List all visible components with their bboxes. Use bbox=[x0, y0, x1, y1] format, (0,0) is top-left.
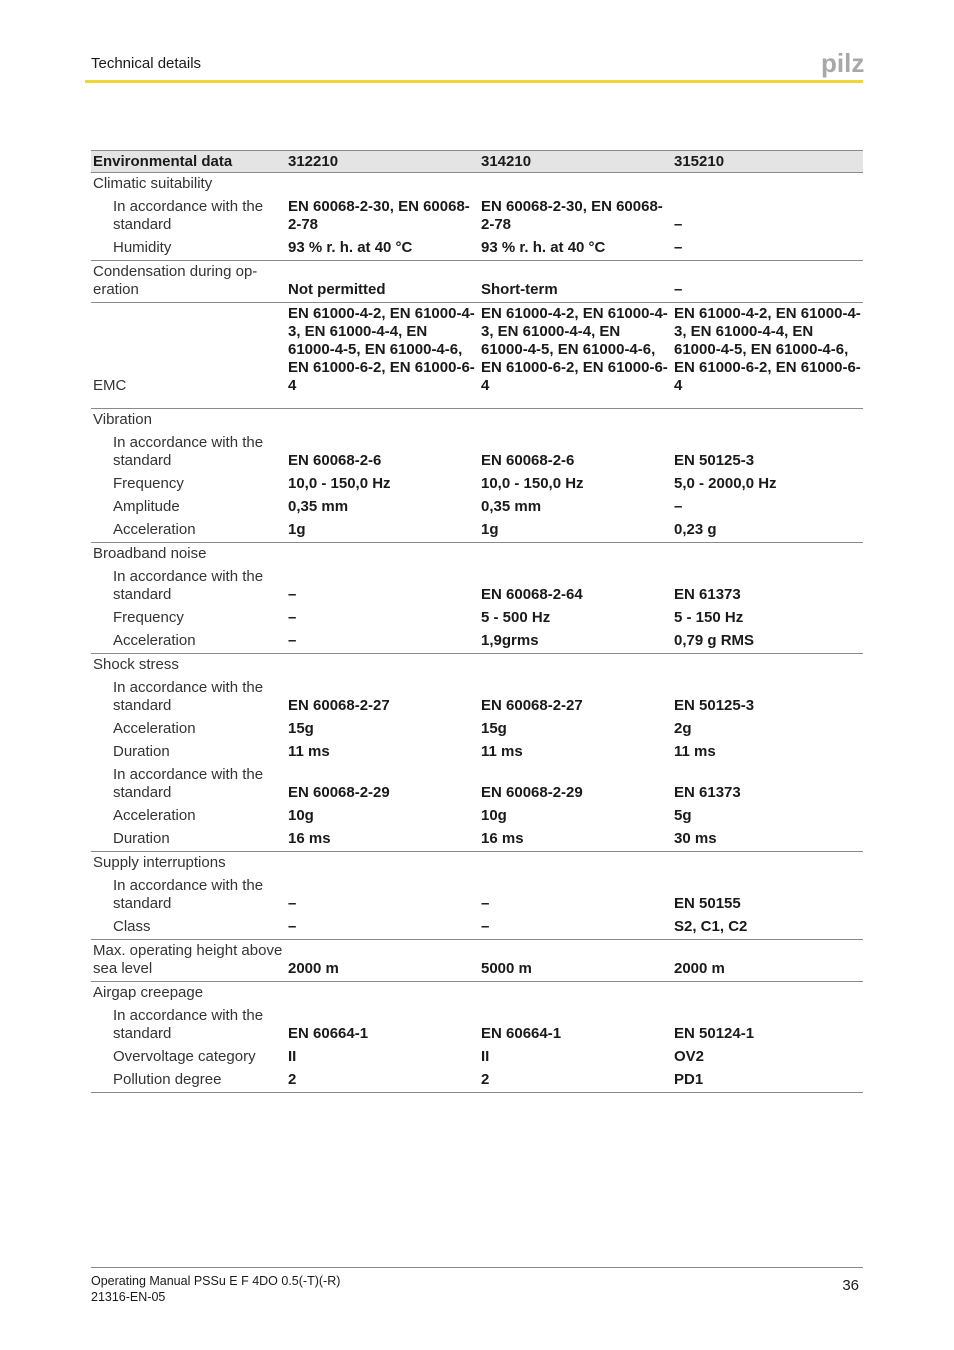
row-value: 0,79 g RMS bbox=[674, 632, 755, 649]
table-row bbox=[91, 566, 863, 607]
row-value: EN 60664-1 bbox=[481, 1025, 562, 1042]
row-value: 2g bbox=[674, 720, 692, 737]
row-value bbox=[286, 654, 479, 678]
column-header: 312210 bbox=[286, 151, 479, 173]
row-value: 10g bbox=[288, 807, 314, 824]
table-row bbox=[91, 1046, 863, 1069]
row-value: II bbox=[481, 1048, 490, 1065]
row-value: EN 60068-2-29 bbox=[481, 784, 583, 801]
row-value: 10,0 - 150,0 Hz bbox=[288, 475, 391, 492]
row-label: Climatic suitability bbox=[91, 173, 286, 197]
table-row bbox=[91, 718, 863, 741]
row-value bbox=[286, 409, 479, 433]
column-header: 315210 bbox=[672, 151, 863, 173]
row-value: EN 61000-4-2, EN 61000-4-3, EN 61000-4-4, EN 61000-4-5, EN 61000-4-6, EN 61000-6-2, EN 61000-6-4 bbox=[286, 303, 479, 409]
table-row bbox=[91, 173, 863, 197]
pilz-logo bbox=[821, 50, 865, 78]
row-value bbox=[672, 654, 863, 678]
row-value: EN 61000-4-2, EN 61000-4-3, EN 61000-4-4, EN 61000-4-5, EN 61000-4-6, EN 61000-6-2, EN 61000-6-4 bbox=[479, 303, 672, 409]
table-row bbox=[91, 432, 863, 473]
row-label: Frequency bbox=[113, 609, 184, 626]
row-value: Not permitted bbox=[286, 261, 479, 303]
row-value: EN 50125-3 bbox=[674, 697, 755, 714]
row-value bbox=[672, 409, 863, 433]
table-row bbox=[91, 607, 863, 630]
table-row bbox=[91, 237, 863, 261]
row-value bbox=[672, 982, 863, 1006]
row-value bbox=[286, 173, 479, 197]
row-value bbox=[672, 173, 863, 197]
row-label: Humidity bbox=[113, 239, 172, 256]
row-value bbox=[479, 982, 672, 1006]
row-value: EN 60068-2-6 bbox=[481, 452, 575, 469]
row-value: 10,0 - 150,0 Hz bbox=[481, 475, 584, 492]
row-label: Condensation during operation bbox=[91, 261, 286, 303]
row-value: 5000 m bbox=[479, 940, 672, 982]
table-row bbox=[91, 496, 863, 519]
column-header: Environmental data bbox=[91, 151, 286, 173]
row-label: In accordance with the standard bbox=[113, 679, 264, 714]
row-value: 5 - 150 Hz bbox=[674, 609, 744, 626]
row-value: EN 61373 bbox=[674, 784, 741, 801]
row-value: – bbox=[674, 239, 683, 256]
footer-rule bbox=[91, 1267, 863, 1268]
row-value bbox=[479, 173, 672, 197]
row-value: OV2 bbox=[674, 1048, 705, 1065]
document-number: 21316-EN-05 bbox=[91, 1290, 166, 1304]
row-label: Acceleration bbox=[113, 521, 196, 538]
row-value: 0,35 mm bbox=[481, 498, 542, 515]
column-header: 314210 bbox=[479, 151, 672, 173]
row-value: EN 60068-2-27 bbox=[481, 697, 583, 714]
table-row bbox=[91, 982, 863, 1006]
row-label: Overvoltage category bbox=[113, 1048, 256, 1065]
row-value: 2 bbox=[479, 1069, 672, 1093]
table-row bbox=[91, 852, 863, 876]
row-value: 1g bbox=[481, 521, 499, 538]
header-rule bbox=[85, 80, 863, 83]
row-value: EN 61373 bbox=[674, 586, 741, 603]
row-label: Class bbox=[113, 918, 151, 935]
svg-text:pilz: pilz bbox=[821, 50, 865, 78]
row-label: Broadband noise bbox=[91, 543, 286, 567]
row-value: 15g bbox=[481, 720, 507, 737]
row-value bbox=[479, 543, 672, 567]
row-value: II bbox=[288, 1048, 297, 1065]
row-value: 30 ms bbox=[674, 830, 717, 847]
row-label: Duration bbox=[113, 743, 170, 760]
row-value: S2, C1, C2 bbox=[674, 918, 748, 935]
row-value: – bbox=[674, 216, 683, 233]
table-row bbox=[91, 741, 863, 764]
row-value bbox=[672, 852, 863, 876]
row-value: 11 ms bbox=[481, 743, 523, 760]
row-label: In accordance with the standard bbox=[113, 434, 264, 469]
row-value: 2000 m bbox=[286, 940, 479, 982]
row-label: EMC bbox=[91, 303, 286, 409]
table-row bbox=[91, 805, 863, 828]
row-label: Acceleration bbox=[113, 807, 196, 824]
table-row bbox=[91, 677, 863, 718]
row-value: – bbox=[288, 609, 297, 626]
row-value: EN 60068-2-30, EN 60068-2-78 bbox=[288, 198, 470, 233]
row-value: 2 bbox=[286, 1069, 479, 1093]
table-row bbox=[91, 654, 863, 678]
row-value: – bbox=[674, 498, 683, 515]
table-row bbox=[91, 1005, 863, 1046]
row-value: 16 ms bbox=[288, 830, 331, 847]
row-value: EN 60068-2-30, EN 60068-2-78 bbox=[481, 198, 663, 233]
row-value: 93 % r. h. at 40 °C bbox=[481, 239, 606, 256]
row-value: 5g bbox=[674, 807, 692, 824]
row-value bbox=[479, 852, 672, 876]
row-label: In accordance with the standard bbox=[113, 1007, 264, 1042]
row-value bbox=[286, 982, 479, 1006]
environmental-data-table bbox=[91, 150, 863, 1093]
row-value: – bbox=[481, 895, 490, 912]
table-row bbox=[91, 875, 863, 916]
row-value bbox=[286, 852, 479, 876]
row-label: In accordance with the standard bbox=[113, 766, 264, 801]
row-value: EN 60068-2-6 bbox=[288, 452, 382, 469]
row-value: 5 - 500 Hz bbox=[481, 609, 551, 626]
row-value: – bbox=[672, 261, 863, 303]
header-title: Technical details bbox=[91, 55, 202, 72]
table-row bbox=[91, 916, 863, 940]
row-value: – bbox=[288, 632, 297, 649]
row-label: Vibration bbox=[91, 409, 286, 433]
row-value: EN 60664-1 bbox=[288, 1025, 369, 1042]
row-label: Acceleration bbox=[113, 720, 196, 737]
row-value: – bbox=[288, 586, 297, 603]
row-label: Supply interruptions bbox=[91, 852, 286, 876]
table-row bbox=[91, 630, 863, 654]
table-row bbox=[91, 261, 863, 303]
table-header-row bbox=[91, 151, 863, 173]
row-value: 0,35 mm bbox=[288, 498, 349, 515]
manual-title: Operating Manual PSSu E F 4DO 0.5(-T)(-R) bbox=[91, 1274, 341, 1288]
row-value: EN 60068-2-27 bbox=[288, 697, 390, 714]
row-value: EN 50155 bbox=[674, 895, 741, 912]
row-value: – bbox=[288, 895, 297, 912]
row-value: EN 50125-3 bbox=[674, 452, 755, 469]
row-value: 11 ms bbox=[674, 743, 716, 760]
row-value: EN 60068-2-29 bbox=[288, 784, 390, 801]
table-row bbox=[91, 303, 863, 409]
row-label: Max. operating height above sea level bbox=[91, 940, 286, 982]
row-label: Pollution degree bbox=[91, 1069, 286, 1093]
row-label: Airgap creepage bbox=[91, 982, 286, 1006]
row-value bbox=[286, 543, 479, 567]
row-label: In accordance with the standard bbox=[113, 568, 264, 603]
row-value bbox=[479, 654, 672, 678]
row-value: – bbox=[481, 918, 490, 935]
row-value: 0,23 g bbox=[674, 521, 717, 538]
row-value: 2000 m bbox=[672, 940, 863, 982]
row-value: EN 61000-4-2, EN 61000-4-3, EN 61000-4-4, EN 61000-4-5, EN 61000-4-6, EN 61000-6-2, EN 61000-6-4 bbox=[672, 303, 863, 409]
table-row bbox=[91, 543, 863, 567]
row-value: PD1 bbox=[672, 1069, 863, 1093]
row-label: Shock stress bbox=[91, 654, 286, 678]
table-row bbox=[91, 828, 863, 852]
row-label: Acceleration bbox=[113, 632, 196, 649]
row-value: – bbox=[288, 918, 297, 935]
row-value: 16 ms bbox=[481, 830, 524, 847]
row-value: 11 ms bbox=[288, 743, 330, 760]
row-label: Duration bbox=[113, 830, 170, 847]
row-label: Amplitude bbox=[113, 498, 180, 515]
table-row bbox=[91, 473, 863, 496]
row-label: In accordance with the standard bbox=[113, 877, 264, 912]
footer-text bbox=[91, 1273, 340, 1305]
row-value bbox=[479, 409, 672, 433]
table-row bbox=[91, 940, 863, 982]
row-value: 1g bbox=[288, 521, 306, 538]
table-row bbox=[91, 519, 863, 543]
table-row bbox=[91, 196, 863, 237]
row-value: EN 50124-1 bbox=[674, 1025, 755, 1042]
table-row bbox=[91, 409, 863, 433]
row-value: 5,0 - 2000,0 Hz bbox=[674, 475, 777, 492]
row-value: EN 60068-2-64 bbox=[481, 586, 583, 603]
row-label: In accordance with the standard bbox=[113, 198, 264, 233]
row-value: 93 % r. h. at 40 °C bbox=[288, 239, 413, 256]
row-value bbox=[672, 543, 863, 567]
page-number: 36 bbox=[842, 1277, 859, 1294]
row-value: 1,9grms bbox=[481, 632, 539, 649]
table-body bbox=[91, 173, 863, 1093]
table-row bbox=[91, 764, 863, 805]
row-value: Short-term bbox=[479, 261, 672, 303]
row-value: 10g bbox=[481, 807, 507, 824]
table-row bbox=[91, 1069, 863, 1093]
row-value: 15g bbox=[288, 720, 314, 737]
row-label: Frequency bbox=[113, 475, 184, 492]
